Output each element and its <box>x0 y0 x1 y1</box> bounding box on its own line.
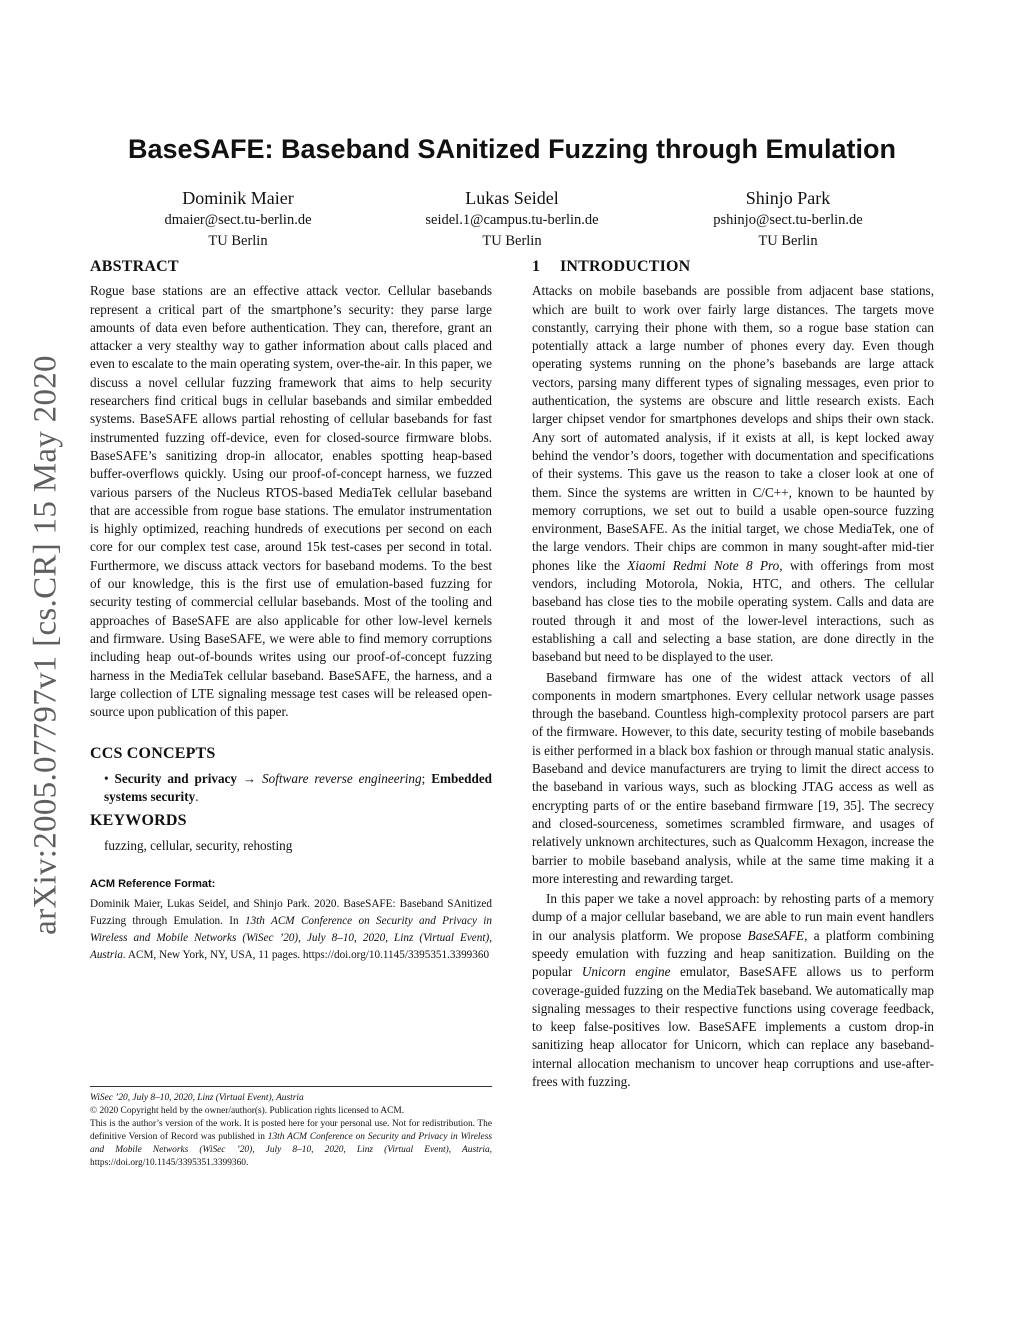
footnote-conference <box>90 1092 492 1105</box>
author-name: Lukas Seidel <box>465 188 559 208</box>
author-name: Shinjo Park <box>745 188 831 208</box>
intro-p1-text-cont: , with offerings from most vendors, including Motorola, Nokia, HTC, and others. The cellular baseband has close ties to the mobile operating system. Calls and data are routed through it and most of the lower-level interactions, such as establishing a call and selecting a base station, are done directly in the baseband but need to be displayed to the user. <box>532 557 934 665</box>
acm-reference-tail: ACM, New York, NY, USA, 11 pages. https://doi.org/10.1145/3395351.3399360 <box>125 949 490 962</box>
ccs-separator: ; <box>421 770 432 786</box>
acm-reference-text <box>90 896 492 964</box>
intro-p3-text-end: emulator, BaseSAFE allows us to perform coverage-guided fuzzing on the MediaTek baseband. We automatically map signaling messages to their respective functions using coverage feedback, to keep false-positives low. BaseSAFE implements a custom drop-in sanitizing heap allocator for Unicorn, which can replace any baseband-internal allocation mechanism to uncover heap corruptions and use-after-frees with fuzzing. <box>532 964 934 1090</box>
author-affiliation: TU Berlin <box>482 232 542 249</box>
ccs-concept-reverse-engineering: Software reverse engineering <box>262 770 422 786</box>
ccs-end: . <box>195 789 199 805</box>
intro-p3-text-cont: , a platform combining speedy emulation with fuzzing and heap sanitization. Building on the popular <box>532 927 934 980</box>
introduction-heading <box>532 258 934 276</box>
ccs-heading: CCS CONCEPTS <box>90 745 216 763</box>
author-block <box>372 186 652 251</box>
footnote-conference-text: WiSec ’20, July 8–10, 2020, Linz (Virtual Event), Austria <box>90 1093 304 1103</box>
section-title: INTRODUCTION <box>560 258 691 275</box>
acm-reference-heading: ACM Reference Format: <box>90 877 216 890</box>
section-number: 1 <box>532 258 541 275</box>
author-name: Dominik Maier <box>182 188 294 208</box>
abstract-text: Rogue base stations are an effective attack vector. Cellular basebands represent a critical part of the smartphone’s security: they parse large amounts of data even before authentication. They can, therefore, grant an attacker a very stealthy way to gather information about calls placed and even to escalate to the main operating system, over-the-air. In this paper, we discuss a novel cellular fuzzing framework that aims to help security researchers find critical bugs in cellular basebands and similar embedded systems. BaseSAFE allows partial rehosting of cellular basebands for fast instrumented fuzzing off-device, even for closed-source firmware blobs. BaseSAFE’s sanitizing drop-in allocator, enables spotting heap-based buffer-overflows quickly. Using our proof-of-concept harness, we fuzzed various parsers of the Nucleus RTOS-based MediaTek cellular baseband that are accessible from rogue base stations. The emulator instrumentation is highly optimized, reaching hundreds of executions per second on each core for our complex test case, around 15k test-cases per second in total. Furthermore, we discuss attack vectors for baseband modems. To the best of our knowledge, this is the first use of emulation-based fuzzing for security testing of commercial cellular basebands. Most of the tooling and approaches of BaseSAFE are also applicable for other low-level kernels and firmware. Using BaseSAFE, we were able to find memory corruptions including heap out-of-bounds writes using our proof-of-concept fuzzing harness in the MediaTek cellular baseband. BaseSAFE, the harness, and a large collection of LTE signaling message test cases will be released open-source upon publication of this paper. <box>90 283 492 720</box>
right-column <box>532 258 934 1091</box>
keywords-text: fuzzing, cellular, security, rehosting <box>104 837 293 853</box>
intro-paragraph-3 <box>532 890 934 1091</box>
left-column <box>90 258 492 964</box>
acm-reference-lead: Dominik Maier, Lukas Seidel, and Shinjo Park. 2020. BaseSAFE: Baseband SAnitized Fuzzing through Emulation. In <box>90 898 492 928</box>
ccs-arrow: → <box>237 770 263 786</box>
basesafe-name: BaseSAFE <box>747 927 805 943</box>
ccs-concept-security: Security and privacy <box>114 770 238 786</box>
intro-paragraph-2: Baseband firmware has one of the widest attack vectors of all components in modern smartphones. Every cellular network usage passes through the baseband. Countless high-complexity protocol parsers are part of the firmware. However, to this date, security testing of mobile basebands is either performed in a black box fashion or through manual static analysis. Baseband and device manufacturers are trying to limit the direct access to the baseband in various ways, such as blocking JTAG access as well as encrypting parts of or the entire baseband firmware [19, 35]. The secrecy and closed-sourceness, sometimes scrambled firmware, and usages of relatively unknown architectures, such as Qualcomm Hexagon, increase the barrier to mobile baseband analysis, while at the same time making it a more interesting and rewarding target. <box>532 669 934 886</box>
ccs-concept-embedded: Embedded systems security <box>104 770 493 805</box>
author-block <box>98 186 378 251</box>
author-block <box>648 186 928 251</box>
phone-model: Xiaomi Redmi Note 8 Pro <box>627 557 780 573</box>
intro-p1-text: Attacks on mobile basebands are possible from adjacent base stations, which are built to work over fairly large distances. The targets move constantly, carrying their phone with them, so a rogue base station can potentially attack a large number of phones every day. Even though operating systems running on the phone’s basebands are large attack vectors, parsing many different types of signaling messages, even prior to authentication, the systems are obscure and little research exists. Each larger chipset vendor for smartphones develops and ships their own stack. Any sort of automated analysis, if it exists at all, is kept locked away behind the vendor’s doors, together with documentation and specifications of their systems. This gave us the reason to take a closer look at one of them. Since the systems are written in C/C++, known to be haunted by memory corruptions, we set out to build a usable open-source fuzzing environment, BaseSAFE. As the initial target, we chose MediaTek, one of the large vendors. Their chips are common in many sought-after mid-tier phones like the <box>532 283 934 573</box>
footnote-record-tail: , https://doi.org/10.1145/3395351.3399360. <box>90 1145 492 1168</box>
acm-reference-venue: 13th ACM Conference on Security and Privacy in Wireless and Mobile Networks (WiSec ’20), July 8–10, 2020, Linz (Virtual Event), Austria. <box>90 915 492 962</box>
arxiv-identifier: arXiv:2005.07797v1 [cs.CR] 15 May 2020 <box>27 355 64 935</box>
author-affiliation: TU Berlin <box>758 232 818 249</box>
unicorn-engine-name: Unicorn engine <box>581 964 671 980</box>
ccs-bullet: • <box>104 770 115 786</box>
intro-paragraph-1 <box>532 282 934 666</box>
author-email: seidel.1@campus.tu-berlin.de <box>425 212 599 228</box>
abstract-heading: ABSTRACT <box>90 258 179 275</box>
footnote-record-venue: 13th ACM Conference on Security and Privacy in Wireless and Mobile Networks (WiSec ’20), July 8–10, 2020, Linz (Virtual Event), Austria <box>90 1132 492 1155</box>
intro-p3-text: In this paper we take a novel approach: by rehosting parts of a memory dump of a major cellular baseband, we are able to run main event handlers in our analysis platform. We propose <box>532 891 934 943</box>
footnote-notice <box>90 1118 492 1170</box>
keywords-heading: KEYWORDS <box>90 812 187 830</box>
author-email: dmaier@sect.tu-berlin.de <box>164 212 312 228</box>
author-affiliation: TU Berlin <box>208 232 268 249</box>
ccs-concepts <box>90 770 492 807</box>
paper-title: BaseSAFE: Baseband SAnitized Fuzzing through Emulation <box>127 134 897 164</box>
footnote-notice-text: This is the author’s version of the work. It is posted here for your personal use. Not for redistribution. The definitive Version of Record was published in <box>90 1119 492 1142</box>
copyright-footnote <box>90 1086 492 1170</box>
author-email: pshinjo@sect.tu-berlin.de <box>713 212 863 228</box>
footnote-copyright: © 2020 Copyright held by the owner/author(s). Publication rights licensed to ACM. <box>90 1106 405 1116</box>
